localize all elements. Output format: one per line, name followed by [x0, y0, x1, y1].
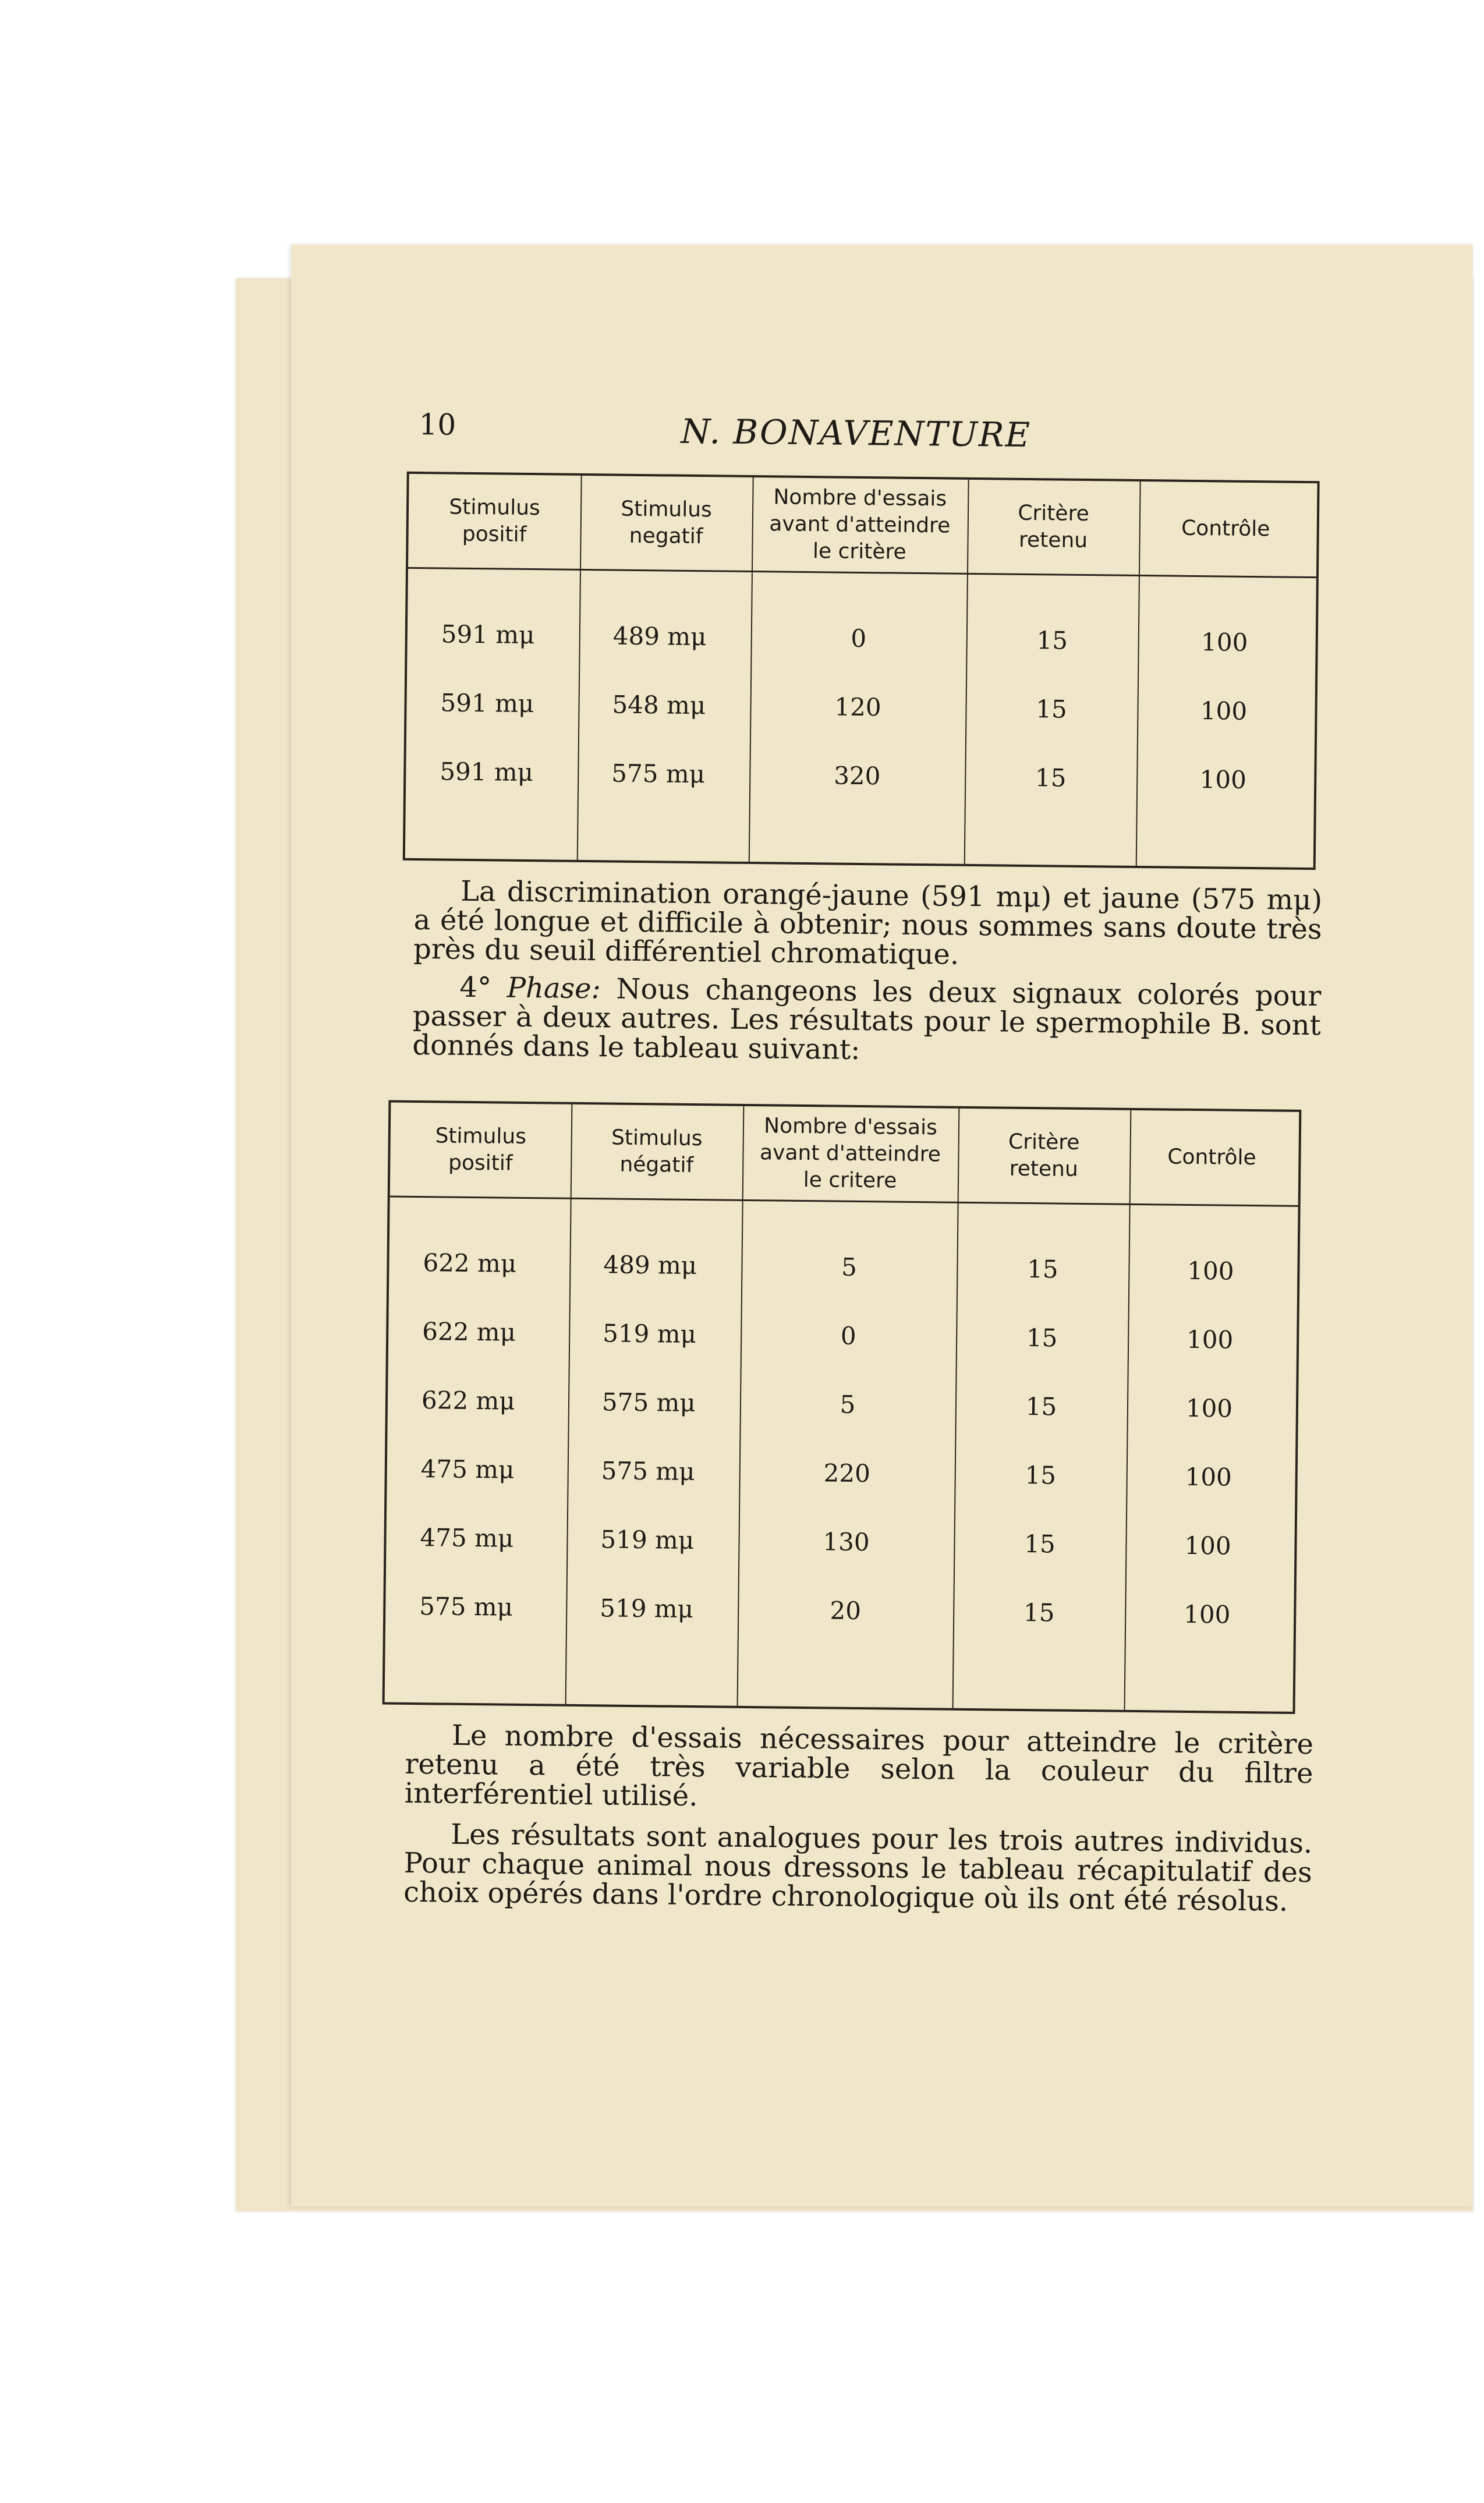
table-cell: 622 mμ: [423, 1248, 517, 1278]
table-cell: 100: [1184, 1531, 1231, 1560]
column-header-line: avant d'atteindre: [769, 512, 951, 538]
table-cell: 622 mμ: [421, 1386, 515, 1415]
column-header-line: Stimulus: [435, 1124, 527, 1149]
paragraph-discrimination: La discrimination orangé-jaune (591 mμ) et jaune (575 mμ) a été longue et difficile à obtenir; nous sommes sans doute très près du seuil différentiel chromatique.: [413, 875, 1323, 971]
running-title: N. BONAVENTURE: [681, 411, 1032, 455]
table-cell: 15: [1026, 1323, 1058, 1353]
column-header-line: positif: [448, 1150, 513, 1176]
table-cell: 475 mμ: [420, 1523, 514, 1553]
results-table-1: [403, 472, 1320, 870]
column-header-line: retenu: [1009, 1156, 1079, 1181]
column-header: [958, 1109, 1131, 1203]
results-table-2: [382, 1100, 1302, 1714]
column-header-line: negatif: [629, 523, 703, 549]
table-cell: 591 mμ: [440, 688, 534, 718]
table-cell: 575 mμ: [419, 1592, 513, 1622]
table-cell: 15: [1025, 1392, 1057, 1421]
table-cell: 5: [840, 1390, 856, 1419]
column-header-line: Contrôle: [1181, 516, 1270, 541]
phase-label: Phase:: [507, 971, 601, 1006]
table-cell: 15: [1036, 695, 1068, 724]
table-cell: 130: [823, 1527, 870, 1557]
table-cell: 519 mμ: [600, 1525, 695, 1555]
table-cell: 20: [830, 1596, 862, 1626]
table-cell: 120: [834, 692, 881, 722]
page-number: 10: [419, 407, 456, 442]
column-header: [967, 480, 1140, 575]
table-cell: 0: [840, 1321, 856, 1350]
column-header-line: Nombre d'essais: [763, 1114, 938, 1140]
table-cell: 100: [1199, 765, 1247, 794]
column-header-line: retenu: [1018, 527, 1088, 553]
table-cell: 489 mμ: [603, 1250, 697, 1280]
table-cell: 100: [1187, 1256, 1234, 1286]
column-header-line: Stimulus: [621, 497, 713, 522]
column-header-line: Stimulus: [449, 495, 541, 521]
column-header-line: Stimulus: [611, 1125, 703, 1151]
table-cell: 15: [1026, 1255, 1058, 1284]
column-header: [1139, 482, 1313, 576]
table-cell: 575 mμ: [611, 759, 706, 789]
table-cell: 320: [833, 761, 881, 791]
table-cell: 100: [1183, 1599, 1231, 1629]
table-cell: 100: [1186, 1325, 1234, 1354]
page-sheet: [291, 245, 1473, 2207]
table-cell: 5: [841, 1252, 858, 1281]
table-cell: 548 mμ: [612, 690, 706, 720]
page-header: [419, 402, 1327, 463]
table-cell: 15: [1023, 1598, 1055, 1627]
column-header: [752, 477, 968, 573]
paragraph-variable: Le nombre d'essais nécessaires pour atteindre le critère retenu a été très variable selon la couleur du filtre interférentiel utilisé.: [404, 1719, 1314, 1813]
table-cell: 591 mμ: [440, 757, 534, 787]
table-cell: 0: [851, 624, 867, 653]
column-header-line: négatif: [619, 1152, 694, 1178]
paragraph-phase-4: 4° Phase: Nous changeons les deux signaux colorés pour passer à deux autres. Les résultats pour le spermophile B. sont donnés dans le tableau suivant:: [412, 971, 1322, 1066]
column-header-line: Nombre d'essais: [773, 485, 947, 511]
table-cell: 489 mμ: [612, 621, 707, 652]
table-cell: 15: [1036, 626, 1068, 655]
column-header: [408, 474, 581, 569]
column-header: [571, 1104, 743, 1199]
table-cell: 100: [1185, 1462, 1232, 1492]
page-content: [402, 402, 1327, 2100]
table-cell: 220: [823, 1458, 871, 1488]
table-cell: 15: [1035, 763, 1067, 792]
table-cell: 519 mμ: [600, 1594, 694, 1624]
table-cell: 591 mμ: [441, 619, 535, 650]
paragraph-results: Les résultats sont analogues pour les trois autres individus. Pour chaque animal nous dressons le tableau récapitulatif des choix opérés dans l'ordre chronologique où ils ont été résolus.: [403, 1818, 1313, 1918]
column-header: [580, 476, 753, 571]
column-header: [1129, 1110, 1295, 1205]
column-header-line: Critère: [1018, 501, 1089, 526]
table-cell: 100: [1200, 628, 1248, 657]
column-header-line: le critère: [812, 539, 906, 564]
table-cell: 100: [1185, 1393, 1233, 1423]
table-cell: 575 mμ: [601, 1456, 695, 1486]
table-cell: 622 mμ: [422, 1317, 516, 1347]
table-cell: 15: [1024, 1529, 1056, 1559]
column-header-line: positif: [462, 522, 527, 547]
column-header-line: Critère: [1008, 1130, 1080, 1155]
column-header-line: Contrôle: [1167, 1145, 1256, 1170]
table-cell: 100: [1200, 696, 1248, 725]
column-header-line: avant d'atteindre: [759, 1141, 941, 1167]
table-cell: 475 mμ: [420, 1454, 515, 1484]
table-cell: 519 mμ: [603, 1319, 697, 1349]
column-header: [390, 1103, 572, 1198]
column-header-line: le critere: [803, 1167, 897, 1193]
column-header: [742, 1106, 959, 1202]
table-cell: 575 mμ: [601, 1387, 696, 1418]
table-cell: 15: [1025, 1460, 1057, 1490]
